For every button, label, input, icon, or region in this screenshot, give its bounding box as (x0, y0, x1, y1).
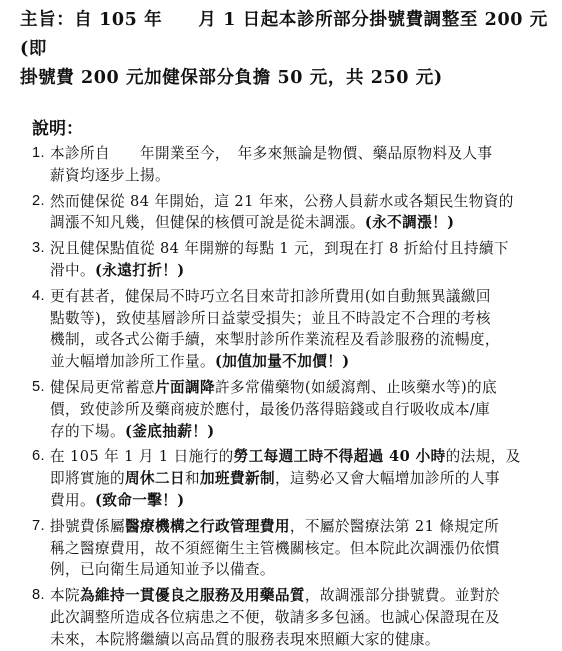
body-text: 健保局更常蓄意 (50, 378, 155, 396)
item-line (50, 165, 548, 187)
item-line (50, 585, 548, 607)
body-text: 調漲不知凡幾，但健保的核價可說是從未調漲。 (50, 214, 365, 232)
body-text: 點數等)，致使基層診所日益蒙受損失；並且不時設定不合理的考核 (50, 309, 491, 327)
item-number: 4. (32, 287, 45, 304)
body-text: 許多常備藥物(如緩瀉劑、止咳藥水等)的底 (214, 378, 498, 396)
emphasis-text: (永遠打折！) (94, 261, 185, 279)
emphasis-text: 醫療機構之行政管理費用 (124, 517, 290, 535)
explanation-item (14, 191, 548, 235)
emphasis-text: (致命一擊！) (94, 491, 185, 509)
item-line (50, 260, 548, 282)
item-number: 7. (32, 517, 45, 534)
explanation-item (14, 143, 548, 187)
item-number: 8. (32, 587, 45, 604)
emphasis-text: 周休二日 (124, 470, 185, 488)
item-line (50, 446, 548, 468)
body-text: 掛號費係屬 (50, 517, 125, 535)
body-text: 然而健保從 84 年開始，這 21 年來，公務人員薪水或各類民生物資的 (50, 192, 514, 210)
body-text: 存的下場。 (50, 422, 125, 440)
item-line (50, 399, 548, 421)
body-text: 稱之醫療費用，故不須經衛生主管機關核定。但本院此次調漲仍依慣 (50, 539, 500, 557)
item-line (50, 143, 548, 165)
body-text: 滑中。 (50, 261, 95, 279)
body-text: ，故調漲部分掛號費。並對於 (304, 587, 500, 605)
item-line (50, 421, 548, 443)
body-text: 並大幅增加診所工作量。 (50, 353, 215, 371)
subject-line: 主旨：自 105 年 月 1 日起本診所部分掛號費調整至 200 元(即 (20, 10, 548, 59)
explanation-item (14, 585, 548, 650)
body-text: 況且健保點值從 84 年開辦的每點 1 元，到現在打 8 折給付且持續下 (50, 240, 509, 258)
item-line (50, 468, 548, 490)
item-line (50, 329, 548, 351)
item-line (50, 238, 548, 260)
item-number: 6. (32, 448, 45, 465)
emphasis-text: (加值加量不加價！) (214, 353, 350, 371)
item-number: 5. (32, 378, 45, 395)
explanation-item (14, 286, 548, 373)
explanation-item (14, 377, 548, 442)
item-line (50, 286, 548, 308)
body-text: ，這勢必又會大幅增加診所的人事 (274, 470, 500, 488)
item-number: 2. (32, 192, 45, 209)
body-text: 例，已向衛生局通知並予以備查。 (50, 561, 275, 579)
item-number: 1. (32, 145, 45, 161)
explanation-heading: 說明： (32, 119, 83, 139)
body-text: 薪資均逐步上揚。 (50, 166, 170, 184)
body-text: 和 (184, 470, 200, 488)
body-text: 此次調整所造成各位病患之不便，敬請多多包涵。也誠心保證現在及 (50, 608, 500, 626)
body-text: 本診所自 年開業至今， 年多來無論是物價、藥品原物料及人事 (50, 145, 493, 162)
item-line (50, 607, 548, 629)
body-text: 未來，本院將繼續以高品質的服務表現來照顧大家的健康。 (50, 630, 440, 648)
item-line (50, 191, 548, 213)
body-text: ，不屬於醫療法第 21 條規定所 (289, 517, 500, 535)
body-text: 費用。 (50, 491, 95, 509)
subject-line: 掛號費 200 元加健保部分負擔 50 元，共 250 元) (20, 68, 443, 88)
item-line (50, 351, 548, 373)
item-line (50, 212, 548, 234)
item-line (50, 490, 548, 512)
emphasis-text: 片面調降 (154, 378, 215, 396)
emphasis-text: 加班費新制 (199, 470, 275, 488)
explanation-list (14, 143, 548, 651)
item-line (50, 377, 548, 399)
emphasis-text: (永不調漲！) (364, 214, 455, 232)
item-line (50, 308, 548, 330)
emphasis-text: (釜底抽薪！) (124, 422, 215, 440)
body-text: 在 105 年 1 月 1 日施行的 (50, 448, 234, 466)
body-text: 的法規，及 (445, 448, 521, 466)
body-text: 機制，或各式公衛手續，來掣肘診所作業流程及看診服務的流暢度， (50, 331, 500, 349)
item-line (50, 559, 548, 581)
explanation-item (14, 516, 548, 581)
explanation-item (14, 446, 548, 511)
item-line (50, 538, 548, 560)
subject-heading (20, 6, 548, 93)
body-text: 價，致使診所及藥商疲於應付，最後仍落得賠錢或自行吸收成本/庫 (50, 400, 491, 418)
explanation-item (14, 238, 548, 282)
body-text: 更有甚者，健保局不時巧立名目來苛扣診所費用(如自動無異議繳回 (50, 287, 491, 305)
emphasis-text: 為維持一貫優良之服務及用藥品質 (80, 587, 305, 605)
body-text: 即將實施的 (50, 470, 125, 488)
body-text: 本院 (50, 587, 80, 605)
item-line (50, 516, 548, 538)
item-number: 3. (32, 240, 45, 257)
emphasis-text: 勞工每週工時不得超過 40 小時 (233, 448, 446, 466)
